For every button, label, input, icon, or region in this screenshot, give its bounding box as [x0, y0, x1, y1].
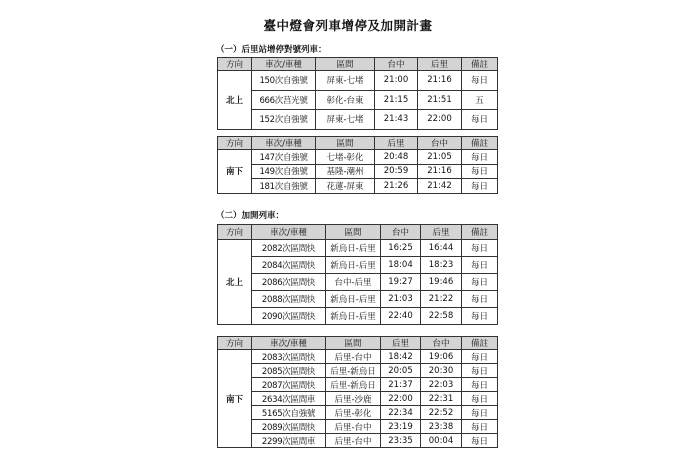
train-cell: 152次自強號 — [252, 110, 316, 130]
time-cell: 18:04 — [381, 257, 421, 274]
table-added-stops-northbound — [217, 57, 498, 130]
note-cell: 每日 — [462, 150, 498, 165]
note-cell: 每日 — [462, 240, 498, 257]
time-cell: 22:00 — [381, 392, 421, 406]
time-cell: 20:30 — [421, 364, 462, 378]
time-cell: 21:51 — [418, 90, 462, 110]
column-header: 區間 — [316, 58, 375, 71]
column-header: 區間 — [326, 337, 381, 350]
section-label-extra-trains: （二）加開列車： — [216, 211, 285, 221]
note-cell: 每日 — [462, 434, 498, 448]
table-row — [218, 164, 498, 179]
time-cell: 19:06 — [421, 350, 462, 364]
note-cell: 每日 — [462, 406, 498, 420]
route-cell: 后里-沙鹿 — [326, 392, 381, 406]
table-extra-southbound — [217, 336, 498, 448]
time-cell: 20:59 — [375, 164, 418, 179]
time-cell: 16:25 — [381, 240, 421, 257]
route-cell: 七堵-彰化 — [316, 150, 375, 165]
time-cell: 21:00 — [375, 71, 418, 91]
direction-cell: 北上 — [218, 240, 252, 325]
column-header: 備註 — [462, 225, 498, 240]
time-cell: 23:38 — [421, 420, 462, 434]
route-cell: 后里-新烏日 — [326, 378, 381, 392]
note-cell: 每日 — [462, 257, 498, 274]
note-cell: 每日 — [462, 291, 498, 308]
section-label-added-stops: （一）后里站增停對號列車： — [216, 45, 327, 55]
route-cell: 新烏日-后里 — [326, 240, 381, 257]
time-cell: 00:04 — [421, 434, 462, 448]
route-cell: 新烏日-后里 — [326, 257, 381, 274]
time-cell: 22:31 — [421, 392, 462, 406]
route-cell: 后里-彰化 — [326, 406, 381, 420]
note-cell: 每日 — [462, 378, 498, 392]
column-header: 方向 — [218, 225, 252, 240]
train-cell: 2088次區間快 — [252, 291, 326, 308]
table-row — [218, 406, 498, 420]
time-cell: 18:23 — [421, 257, 462, 274]
route-cell: 后里-台中 — [326, 420, 381, 434]
route-cell: 屏東-七堵 — [316, 71, 375, 91]
note-cell: 每日 — [462, 364, 498, 378]
time-cell: 23:19 — [381, 420, 421, 434]
column-header: 區間 — [326, 225, 381, 240]
train-cell: 2083次區間快 — [252, 350, 326, 364]
note-cell: 每日 — [462, 274, 498, 291]
column-header: 備註 — [462, 58, 498, 71]
table-row — [218, 308, 498, 325]
train-cell: 666次莒光號 — [252, 90, 316, 110]
train-cell: 150次自強號 — [252, 71, 316, 91]
table-row — [218, 274, 498, 291]
column-header: 車次/車種 — [252, 58, 316, 71]
route-cell: 后里-新烏日 — [326, 364, 381, 378]
time-cell: 22:40 — [381, 308, 421, 325]
table-row — [218, 71, 498, 91]
table-row — [218, 434, 498, 448]
page-title: 臺中燈會列車增停及加開計畫 — [263, 18, 433, 33]
table-row — [218, 420, 498, 434]
time-cell: 21:26 — [375, 179, 418, 194]
train-cell: 147次自強號 — [252, 150, 316, 165]
time-cell: 21:42 — [418, 179, 462, 194]
column-header: 備註 — [462, 337, 498, 350]
table-row — [218, 291, 498, 308]
table-row — [218, 179, 498, 194]
time-cell: 19:46 — [421, 274, 462, 291]
table-row — [218, 378, 498, 392]
route-cell: 屏東-七堵 — [316, 110, 375, 130]
time-cell: 22:03 — [421, 378, 462, 392]
time-cell: 22:34 — [381, 406, 421, 420]
train-cell: 2090次區間快 — [252, 308, 326, 325]
train-cell: 2084次區間快 — [252, 257, 326, 274]
train-cell: 2089次區間快 — [252, 420, 326, 434]
table-row — [218, 90, 498, 110]
time-cell: 19:27 — [381, 274, 421, 291]
route-cell: 台中-后里 — [326, 274, 381, 291]
train-cell: 2086次區間快 — [252, 274, 326, 291]
table-row — [218, 350, 498, 364]
column-header: 車次/車種 — [252, 137, 316, 150]
note-cell: 每日 — [462, 164, 498, 179]
table-row — [218, 110, 498, 130]
column-header: 后里 — [421, 225, 462, 240]
note-cell: 每日 — [462, 392, 498, 406]
train-cell: 181次自強號 — [252, 179, 316, 194]
time-cell: 22:52 — [421, 406, 462, 420]
time-cell: 23:35 — [381, 434, 421, 448]
column-header: 備註 — [462, 137, 498, 150]
train-cell: 2082次區間快 — [252, 240, 326, 257]
note-cell: 每日 — [462, 110, 498, 130]
time-cell: 20:48 — [375, 150, 418, 165]
column-header: 台中 — [375, 58, 418, 71]
time-cell: 18:42 — [381, 350, 421, 364]
table-row — [218, 240, 498, 257]
time-cell: 21:22 — [421, 291, 462, 308]
direction-cell: 南下 — [218, 350, 252, 448]
time-cell: 21:16 — [418, 164, 462, 179]
table-row — [218, 257, 498, 274]
note-cell: 每日 — [462, 308, 498, 325]
note-cell: 每日 — [462, 420, 498, 434]
route-cell: 后里-台中 — [326, 350, 381, 364]
route-cell: 后里-台中 — [326, 434, 381, 448]
note-cell: 五 — [462, 90, 498, 110]
train-cell: 149次自強號 — [252, 164, 316, 179]
time-cell: 21:16 — [418, 71, 462, 91]
time-cell: 20:05 — [381, 364, 421, 378]
column-header: 區間 — [316, 137, 375, 150]
column-header: 后里 — [418, 58, 462, 71]
note-cell: 每日 — [462, 179, 498, 194]
time-cell: 22:00 — [418, 110, 462, 130]
route-cell: 基隆-潮州 — [316, 164, 375, 179]
table-added-stops-southbound — [217, 136, 498, 194]
time-cell: 21:05 — [418, 150, 462, 165]
column-header: 台中 — [421, 337, 462, 350]
table-row — [218, 392, 498, 406]
time-cell: 21:43 — [375, 110, 418, 130]
table-extra-northbound — [217, 224, 498, 325]
column-header: 后里 — [381, 337, 421, 350]
train-cell: 2085次區間快 — [252, 364, 326, 378]
column-header: 台中 — [381, 225, 421, 240]
route-cell: 新烏日-后里 — [326, 291, 381, 308]
route-cell: 新烏日-后里 — [326, 308, 381, 325]
time-cell: 21:03 — [381, 291, 421, 308]
direction-cell: 北上 — [218, 71, 252, 130]
time-cell: 21:15 — [375, 90, 418, 110]
note-cell: 每日 — [462, 71, 498, 91]
column-header: 后里 — [375, 137, 418, 150]
column-header: 台中 — [418, 137, 462, 150]
route-cell: 彰化-台東 — [316, 90, 375, 110]
time-cell: 21:37 — [381, 378, 421, 392]
train-cell: 5165次自強號 — [252, 406, 326, 420]
column-header: 方向 — [218, 58, 252, 71]
column-header: 車次/車種 — [252, 225, 326, 240]
direction-cell: 南下 — [218, 150, 252, 194]
note-cell: 每日 — [462, 350, 498, 364]
train-cell: 2087次區間快 — [252, 378, 326, 392]
time-cell: 22:58 — [421, 308, 462, 325]
column-header: 方向 — [218, 337, 252, 350]
train-cell: 2634次區間車 — [252, 392, 326, 406]
time-cell: 16:44 — [421, 240, 462, 257]
column-header: 方向 — [218, 137, 252, 150]
table-row — [218, 364, 498, 378]
column-header: 車次/車種 — [252, 337, 326, 350]
route-cell: 花蓮-屏東 — [316, 179, 375, 194]
train-cell: 2299次區間車 — [252, 434, 326, 448]
table-row — [218, 150, 498, 165]
